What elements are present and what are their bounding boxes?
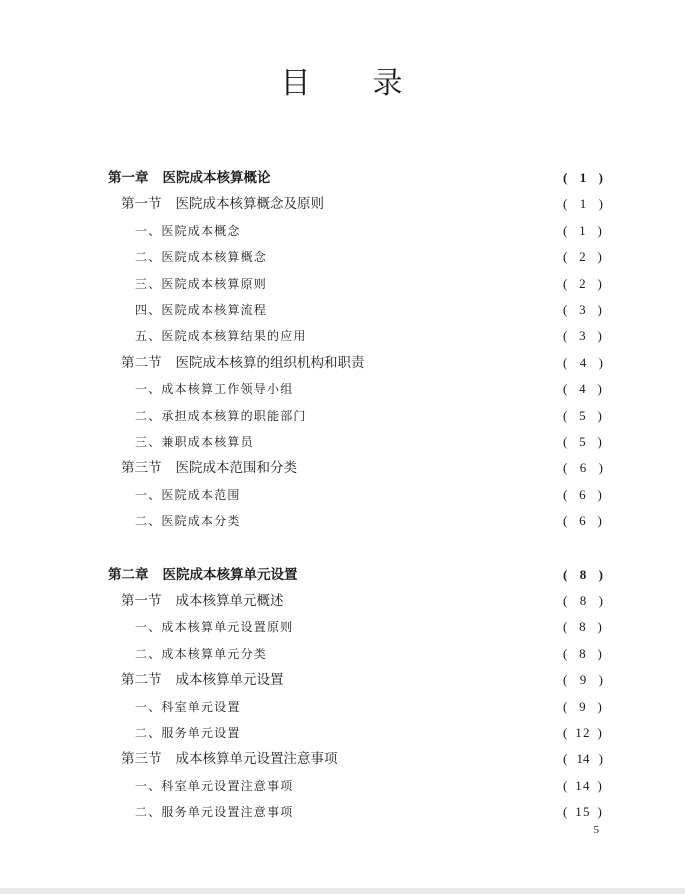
dot-leader xyxy=(301,457,561,479)
close-paren: ) xyxy=(597,276,603,291)
toc-entry-item xyxy=(135,801,603,823)
close-paren: ) xyxy=(597,804,603,819)
toc-entry-text: 科室单元设置 xyxy=(161,700,241,714)
toc-entry-page-number: 6 xyxy=(579,487,587,502)
toc-entry-page xyxy=(563,405,603,427)
open-paren: ( xyxy=(563,699,569,714)
open-paren: ( xyxy=(563,434,569,449)
toc-entry-section xyxy=(121,748,603,770)
toc-entry-page-number: 1 xyxy=(579,196,587,211)
toc-entry-label xyxy=(135,696,241,718)
close-paren: ) xyxy=(597,619,603,634)
toc-entry-prefix: 第一节 xyxy=(121,593,162,609)
toc-entry-label xyxy=(121,193,324,215)
dot-leader xyxy=(288,590,562,612)
toc-entry-label xyxy=(135,616,293,638)
toc-entry-page xyxy=(563,748,603,770)
toc-entry-page-number: 2 xyxy=(579,249,587,264)
toc-entry-prefix: 二、 xyxy=(135,514,162,528)
toc-entry-text: 医院成本核算单元设置 xyxy=(162,567,298,583)
toc-entry-text: 医院成本核算概念 xyxy=(161,250,268,264)
close-paren: ) xyxy=(597,434,603,449)
toc-entry-page xyxy=(563,484,603,506)
toc-entry-page-number: 12 xyxy=(575,725,591,740)
toc-entry-section xyxy=(121,669,603,691)
close-paren: ) xyxy=(597,646,603,661)
toc-entry-label xyxy=(121,669,284,691)
toc-entry-label xyxy=(135,325,307,347)
toc-entry-page xyxy=(563,775,603,797)
open-paren: ( xyxy=(563,751,568,766)
close-paren: ) xyxy=(597,408,603,423)
open-paren: ( xyxy=(563,778,569,793)
dot-leader xyxy=(245,510,561,532)
dot-leader xyxy=(271,273,561,295)
toc-entry-page xyxy=(563,616,603,638)
dot-leader xyxy=(369,352,562,374)
toc-entry-item xyxy=(135,246,603,268)
toc-entry-prefix: 五、 xyxy=(135,329,162,343)
toc-entry-page-number: 5 xyxy=(579,434,587,449)
toc-entry-text: 承担成本核算的职能部门 xyxy=(161,409,307,423)
toc-entry-page-number: 8 xyxy=(579,646,587,661)
toc-entry-item xyxy=(135,722,603,744)
dot-leader xyxy=(302,564,562,586)
toc-entry-page xyxy=(563,510,603,532)
open-paren: ( xyxy=(563,487,569,502)
toc-entry-section xyxy=(121,590,603,612)
toc-entry-item xyxy=(135,616,603,638)
toc-entry-text: 成本核算单元分类 xyxy=(161,647,268,661)
toc-title-right: 录 xyxy=(372,66,405,101)
open-paren: ( xyxy=(563,646,569,661)
toc-entry-text: 成本核算单元设置原则 xyxy=(161,620,294,634)
close-paren: ) xyxy=(598,170,603,185)
toc-entry-text: 医院成本核算的组织机构和职责 xyxy=(175,355,365,371)
open-paren: ( xyxy=(563,302,569,317)
open-paren: ( xyxy=(563,223,569,238)
toc-entry-page xyxy=(563,299,603,321)
toc-entry-page xyxy=(563,457,603,479)
open-paren: ( xyxy=(563,672,568,687)
toc-entry-page xyxy=(563,643,603,665)
toc-title-left: 目 xyxy=(280,66,313,101)
toc-entry-prefix: 一、 xyxy=(135,224,162,238)
toc-entry-label xyxy=(108,564,298,586)
toc-entry-prefix: 二、 xyxy=(135,409,162,423)
toc-entry-page-number: 14 xyxy=(576,751,590,766)
toc-entry-page xyxy=(563,220,603,242)
close-paren: ) xyxy=(598,196,603,211)
open-paren: ( xyxy=(563,593,568,608)
toc-entry-page-number: 5 xyxy=(579,408,587,423)
toc-entry-page-number: 9 xyxy=(579,672,587,687)
toc-entry-page-number: 2 xyxy=(579,276,587,291)
toc-entry-label xyxy=(135,722,241,744)
toc-entry-label xyxy=(121,590,284,612)
toc-entry-label xyxy=(135,405,307,427)
toc-entry-label xyxy=(135,378,293,400)
dot-leader xyxy=(271,299,561,321)
open-paren: ( xyxy=(563,408,569,423)
open-paren: ( xyxy=(563,355,568,370)
dot-leader xyxy=(245,722,561,744)
toc-entry-label xyxy=(135,220,241,242)
toc-entry-page-number: 4 xyxy=(579,381,587,396)
toc-entry-text: 医院成本核算原则 xyxy=(161,277,268,291)
toc-entry-page-number: 1 xyxy=(579,223,587,238)
toc-title xyxy=(0,58,685,102)
toc-entry-item xyxy=(135,405,603,427)
toc-entry-prefix: 一、 xyxy=(135,620,162,634)
toc-entry-item xyxy=(135,484,603,506)
toc-entry-page xyxy=(563,431,603,453)
toc-entry-section xyxy=(121,352,603,374)
open-paren: ( xyxy=(563,619,569,634)
close-paren: ) xyxy=(598,751,603,766)
toc-entry-label xyxy=(121,352,365,374)
toc-entry-text: 科室单元设置注意事项 xyxy=(161,779,294,793)
open-paren: ( xyxy=(563,196,568,211)
toc-entry-page xyxy=(563,325,603,347)
dot-leader xyxy=(297,378,561,400)
toc-entry-page xyxy=(563,378,603,400)
toc-entry-label xyxy=(135,510,241,532)
open-paren: ( xyxy=(563,249,569,264)
dot-leader xyxy=(288,669,562,691)
toc-entry-page-number: 6 xyxy=(579,460,587,475)
open-paren: ( xyxy=(563,804,569,819)
toc-entry-page xyxy=(563,801,603,823)
close-paren: ) xyxy=(598,672,603,687)
toc-entry-page xyxy=(563,273,603,295)
dot-leader xyxy=(245,696,561,718)
toc-entry-item xyxy=(135,220,603,242)
close-paren: ) xyxy=(598,593,603,608)
dot-leader xyxy=(245,484,561,506)
toc-entry-page-number: 4 xyxy=(579,355,587,370)
toc-entry-prefix: 一、 xyxy=(135,382,162,396)
toc-entry-prefix: 二、 xyxy=(135,250,162,264)
toc-entry-prefix: 三、 xyxy=(135,435,162,449)
toc-entry-item xyxy=(135,696,603,718)
toc-entry-text: 医院成本核算流程 xyxy=(161,303,268,317)
open-paren: ( xyxy=(563,381,569,396)
close-paren: ) xyxy=(598,460,603,475)
close-paren: ) xyxy=(598,567,603,582)
toc-entry-item xyxy=(135,378,603,400)
toc-entry-label xyxy=(121,748,338,770)
toc-entry-prefix: 一、 xyxy=(135,488,162,502)
toc-entry-page-number: 1 xyxy=(579,170,587,185)
toc-entry-text: 成本核算单元设置注意事项 xyxy=(175,751,338,767)
toc-entry-chapter xyxy=(108,564,603,586)
dot-leader xyxy=(297,616,561,638)
toc-entry-label xyxy=(135,484,241,506)
toc-entry-prefix: 二、 xyxy=(135,726,162,740)
toc-entry-page-number: 3 xyxy=(579,328,587,343)
close-paren: ) xyxy=(597,302,603,317)
toc-entry-section xyxy=(121,457,603,479)
toc-entry-label xyxy=(135,299,267,321)
close-paren: ) xyxy=(597,328,603,343)
close-paren: ) xyxy=(597,487,603,502)
toc-entry-prefix: 二、 xyxy=(135,647,162,661)
open-paren: ( xyxy=(563,170,568,185)
toc-entry-item xyxy=(135,325,603,347)
toc-entry-label xyxy=(135,431,254,453)
toc-entry-item xyxy=(135,273,603,295)
toc-entry-page-number: 8 xyxy=(579,567,587,582)
toc-entry-item xyxy=(135,775,603,797)
toc-entry-item xyxy=(135,510,603,532)
toc-entry-section xyxy=(121,193,603,215)
dot-leader xyxy=(342,748,562,770)
dot-leader xyxy=(271,643,561,665)
open-paren: ( xyxy=(563,567,568,582)
close-paren: ) xyxy=(597,778,603,793)
close-paren: ) xyxy=(597,249,603,264)
toc-entry-page xyxy=(563,167,603,189)
dot-leader xyxy=(311,405,561,427)
toc-entry-text: 医院成本核算概论 xyxy=(162,170,271,186)
toc-entry-page-number: 15 xyxy=(575,804,591,819)
toc-entry-page-number: 9 xyxy=(579,699,587,714)
open-paren: ( xyxy=(563,513,569,528)
toc-entry-item xyxy=(135,643,603,665)
dot-leader xyxy=(297,775,561,797)
toc-entry-text: 医院成本核算概念及原则 xyxy=(175,196,324,212)
toc-entry-label xyxy=(135,775,293,797)
dot-leader xyxy=(297,801,561,823)
toc-entry-prefix: 三、 xyxy=(135,277,162,291)
close-paren: ) xyxy=(597,699,603,714)
dot-leader xyxy=(258,431,561,453)
toc-entry-text: 成本核算单元设置 xyxy=(175,672,284,688)
toc-entry-text: 服务单元设置注意事项 xyxy=(161,805,294,819)
toc-entry-prefix: 第二节 xyxy=(121,672,162,688)
toc-entry-page xyxy=(563,564,603,586)
dot-leader xyxy=(271,246,561,268)
toc-entry-label xyxy=(108,167,271,189)
toc-entry-page xyxy=(563,246,603,268)
toc-entry-label xyxy=(135,643,267,665)
open-paren: ( xyxy=(563,276,569,291)
toc-entry-label xyxy=(135,246,267,268)
toc-entry-page xyxy=(563,722,603,744)
toc-entry-text: 成本核算工作领导小组 xyxy=(161,382,294,396)
close-paren: ) xyxy=(597,513,603,528)
open-paren: ( xyxy=(563,328,569,343)
toc-entry-prefix: 第二节 xyxy=(121,355,162,371)
toc-entry-page xyxy=(563,352,603,374)
toc-entry-text: 医院成本分类 xyxy=(161,514,241,528)
close-paren: ) xyxy=(597,223,603,238)
toc-entry-prefix: 第三节 xyxy=(121,460,162,476)
toc-entry-page-number: 8 xyxy=(579,619,587,634)
toc-entry-page-number: 8 xyxy=(579,593,587,608)
toc-entry-text: 兼职成本核算员 xyxy=(161,435,254,449)
toc-entry-prefix: 第一章 xyxy=(108,170,149,186)
toc-entry-page-number: 3 xyxy=(579,302,587,317)
toc-entry-page xyxy=(563,696,603,718)
toc-entry-page-number: 14 xyxy=(575,778,591,793)
dot-leader xyxy=(275,167,562,189)
toc-entry-prefix: 第二章 xyxy=(108,567,149,583)
close-paren: ) xyxy=(597,381,603,396)
toc-entry-prefix: 第一节 xyxy=(121,196,162,212)
toc-entry-page xyxy=(563,590,603,612)
toc-entry-prefix: 四、 xyxy=(135,303,162,317)
toc-entry-text: 医院成本概念 xyxy=(161,224,241,238)
page-number: 5 xyxy=(593,824,599,836)
toc-entry-text: 医院成本核算结果的应用 xyxy=(161,329,307,343)
toc-entry-text: 成本核算单元概述 xyxy=(175,593,284,609)
toc-entry-prefix: 一、 xyxy=(135,700,162,714)
close-paren: ) xyxy=(597,725,603,740)
open-paren: ( xyxy=(563,725,569,740)
toc-entry-prefix: 二、 xyxy=(135,805,162,819)
close-paren: ) xyxy=(598,355,603,370)
toc-entry-text: 服务单元设置 xyxy=(161,726,241,740)
toc-entry-item xyxy=(135,431,603,453)
toc-entry-label xyxy=(121,457,297,479)
dot-leader xyxy=(328,193,561,215)
toc-entry-label xyxy=(135,801,293,823)
toc-entry-page xyxy=(563,193,603,215)
dot-leader xyxy=(311,325,561,347)
toc-entry-chapter xyxy=(108,167,603,189)
open-paren: ( xyxy=(563,460,568,475)
dot-leader xyxy=(245,220,561,242)
toc-entry-text: 医院成本范围 xyxy=(161,488,241,502)
toc-entry-text: 医院成本范围和分类 xyxy=(175,460,297,476)
toc-entry-page-number: 6 xyxy=(579,513,587,528)
toc-entry-item xyxy=(135,299,603,321)
toc-entry-prefix: 一、 xyxy=(135,779,162,793)
toc-entry-prefix: 第三节 xyxy=(121,751,162,767)
toc-entry-label xyxy=(135,273,267,295)
toc-entry-page xyxy=(563,669,603,691)
